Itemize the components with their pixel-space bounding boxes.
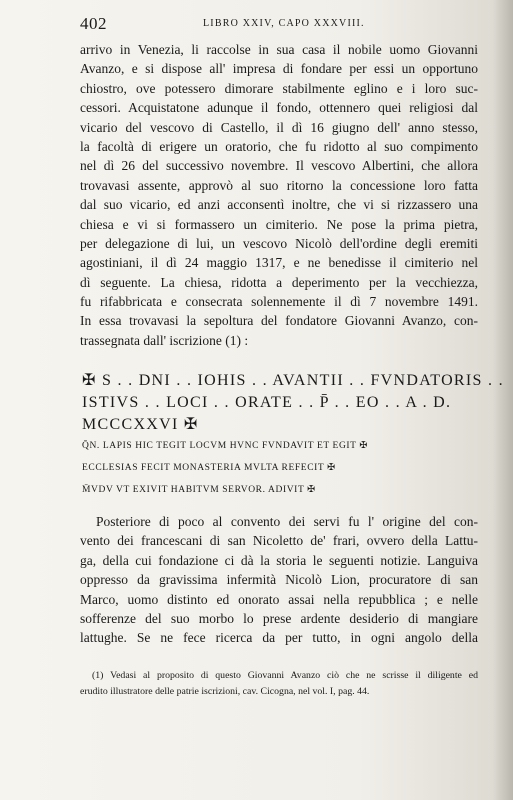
text-line: vicario del vescovo di Castello, il dì 16 giugno dell' anno stesso, (80, 119, 478, 135)
inscription-line: ✠ S . . DNI . . IOHIS . . AVANTII . . FVNDATORIS . . (82, 372, 504, 389)
text-line: la facoltà di erigere un oratorio, che fu ridotto al suo compimento (80, 138, 478, 154)
text-line: trassegnata dall' iscrizione (1) : (80, 332, 249, 348)
text-line: Posteriore di poco al convento dei servi fu l' origine del con- (96, 514, 478, 529)
text-line: per delegazione di lui, un vescovo Nicolò dell'ordine degli eremiti (80, 235, 478, 251)
inscription-verse: ECCLESIAS FECIT MONASTERIA MVLTA REFECIT ✠ (82, 463, 336, 473)
text-line: chiostro, ove potessero dimorare stabilmente eglino e i loro suc- (80, 80, 478, 96)
footnote-line: (1) Vedasi al proposito di questo Giovanni Avanzo ciò che ne scrisse il diligente ed (92, 670, 478, 681)
body-paragraph (80, 40, 478, 350)
body-paragraph-2 (80, 512, 478, 648)
page-number: 402 (80, 14, 107, 33)
text-line: trovavasi assente, approvò al suo ritorno la concessione loro fatta (80, 177, 478, 193)
text-line: fu rifabbricata e consecrata solennemente il dì 7 novembre 1491. (80, 294, 478, 310)
text-line: In essa trovavasi la sepoltura del fondatore Giovanni Avanzo, con- (80, 313, 478, 329)
footnote-line: erudito illustratore delle patrie iscrizioni, cav. Cicogna, nel vol. I, pag. 44. (80, 686, 370, 697)
inscription-line: MCCCXXVI ✠ (82, 416, 199, 433)
text-line: dì seguente. La chiesa, ridotta a deperimento per la vecchiezza, (80, 274, 478, 290)
text-line: Marco, uomo distinto ed onorato assai nella repubblica ; e nelle (80, 591, 478, 607)
text-line: oppresso da gravissima infermità Nicolò Lion, procuratore di san (80, 572, 478, 588)
inscription-line: ISTIVS . . LOCI . . ORATE . . P̄ . . EO . . A . D. (82, 394, 452, 411)
text-line: chiesa e vi si formassero un cimiterio. Ne pose la prima pietra, (80, 216, 478, 232)
text-line: sofferenze del suo morbo lo prese ardente desiderio di mangiare (80, 610, 478, 626)
inscription-verse: M̄VDV VT EXIVIT HABITVM SERVOR. ADIVIT ✠ (82, 485, 316, 495)
inscription-epitaph (82, 370, 504, 436)
page-header (80, 14, 478, 34)
text-line: Avanzo, e si dispose all' impresa di fondare per essi un opportuno (80, 61, 478, 77)
inscription-verse: Q̄N. LAPIS HIC TEGIT LOCVM HVNC FVNDAVIT ET EGIT ✠ (82, 441, 368, 451)
text-line: arrivo in Venezia, li raccolse in sua casa il nobile uomo Giovanni (80, 42, 478, 57)
text-line: agostiniani, il dì 24 maggio 1317, e ne benedisse il cimiterio nel (80, 255, 478, 271)
text-line: dal suo vicario, ed anzi acconsentì inoltre, che vi si rizzassero una (80, 197, 478, 213)
footnote (80, 668, 478, 700)
text-line: ga, della cui fondazione ci dà la storia le seguenti notizie. Languiva (80, 552, 478, 568)
text-line: nel dì 26 del successivo novembre. Il vescovo Albertini, che allora (80, 158, 478, 174)
text-line: cessori. Acquistatone adunque il fondo, ottennero quei religiosi dal (80, 100, 478, 116)
text-line: lattughe. Se ne fece ricerca da per tutto, in ogni angolo della (80, 630, 478, 646)
running-head: LIBRO XXIV, CAPO XXXVIII. (203, 18, 365, 29)
text-line: vento dei francescani di san Nicoletto de' frari, ovvero della Lattu- (80, 533, 478, 549)
